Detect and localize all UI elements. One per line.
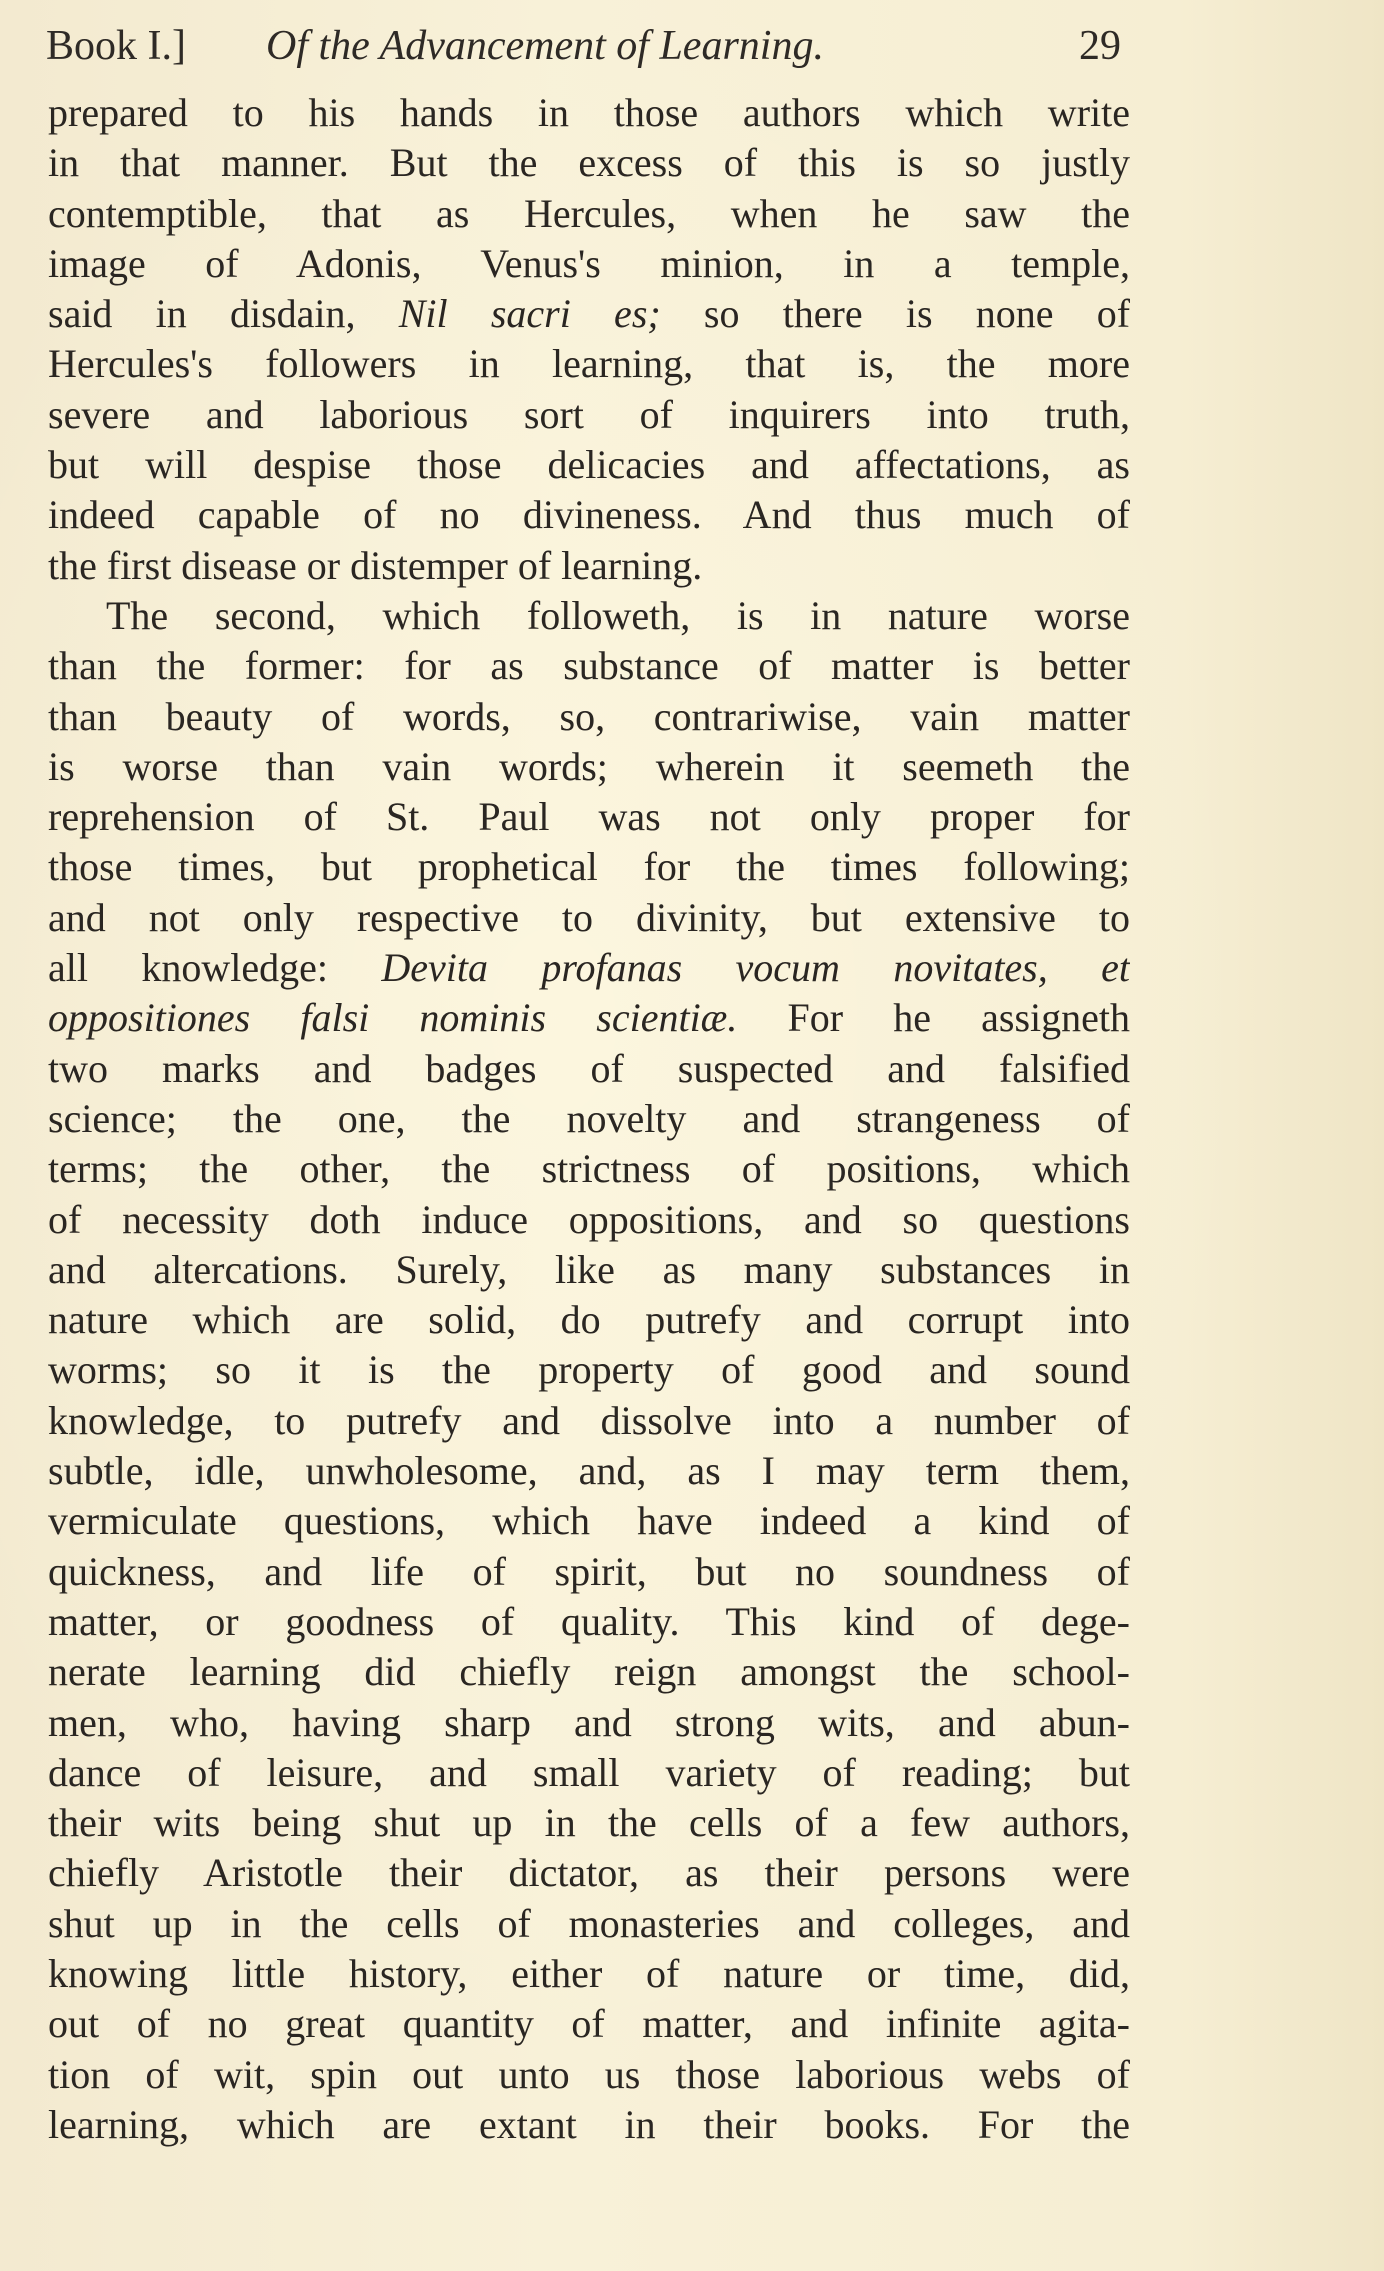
latin-quote: Devita profanas vocum novitates, et [381, 945, 1130, 991]
text-line [48, 943, 1130, 993]
text-line: chiefly Aristotle their dictator, as their persons were [48, 1850, 1130, 1896]
text-line: knowledge, to putrefy and dissolve into a number of [48, 1397, 1130, 1443]
text-line: and altercations. Surely, like as many substances in [48, 1246, 1130, 1292]
text-run: said in disdain, [48, 291, 399, 337]
text-line: those times, but prophetical for the times following; [48, 844, 1130, 890]
text-line: shut up in the cells of monasteries and colleges, and [48, 1900, 1130, 1946]
text-line: prepared to his hands in those authors which write [48, 90, 1130, 135]
page-number: 29 [1079, 23, 1121, 69]
text-line: in that manner. But the excess of this is so justly [48, 140, 1130, 186]
text-line: Hercules's followers in learning, that is, the more [48, 341, 1130, 387]
text-line: men, who, having sharp and strong wits, and abun- [48, 1699, 1130, 1745]
text-line [48, 993, 1130, 1043]
text-line: of necessity doth induce oppositions, and so questions [48, 1196, 1130, 1242]
text-run: For he assigneth [737, 995, 1130, 1041]
text-line: reprehension of St. Paul was not only proper for [48, 794, 1130, 840]
latin-quote: Nil sacri es; [398, 291, 661, 337]
text-line: than beauty of words, so, contrariwise, vain matter [48, 693, 1130, 739]
text-line: and not only respective to divinity, but extensive to [48, 894, 1130, 940]
text-line: subtle, idle, unwholesome, and, as I may term them, [48, 1448, 1130, 1494]
text-line: knowing little history, either of nature or time, did, [48, 1950, 1130, 1996]
text-line: out of no great quantity of matter, and infinite agita- [48, 2001, 1130, 2047]
text-line: tion of wit, spin out unto us those laborious webs of [48, 2051, 1130, 2097]
text-line: nature which are solid, do putrefy and corrupt into [48, 1297, 1130, 1343]
text-line: severe and laborious sort of inquirers into truth, [48, 391, 1130, 437]
text-line: science; the one, the novelty and strangeness of [48, 1095, 1130, 1141]
text-run: all knowledge: [48, 945, 382, 991]
text-line: their wits being shut up in the cells of a few authors, [48, 1800, 1130, 1846]
text-line: nerate learning did chiefly reign amongst the school- [48, 1649, 1130, 1695]
text-line: two marks and badges of suspected and falsified [48, 1045, 1130, 1091]
text-line: is worse than vain words; wherein it seemeth the [48, 743, 1130, 789]
text-line: worms; so it is the property of good and sound [48, 1347, 1130, 1393]
text-line: the first disease or distemper of learning. [48, 542, 703, 588]
text-line: terms; the other, the strictness of positions, which [48, 1146, 1130, 1192]
text-line: learning, which are extant in their books. For the [48, 2101, 1130, 2147]
running-header [46, 16, 1121, 76]
text-line: indeed capable of no divineness. And thus much of [48, 492, 1130, 538]
text-line [48, 289, 1130, 339]
text-line: image of Adonis, Venus's minion, in a temple, [48, 240, 1130, 286]
text-run: so there is none of [660, 291, 1130, 337]
text-line: contemptible, that as Hercules, when he saw the [48, 190, 1130, 236]
latin-quote: oppositiones falsi nominis scientiæ. [48, 995, 738, 1041]
text-line: than the former: for as substance of matter is better [48, 643, 1130, 689]
text-line: vermiculate questions, which have indeed a kind of [48, 1498, 1130, 1544]
body-text [48, 88, 1130, 2150]
text-line: but will despise those delicacies and affectations, as [48, 442, 1130, 488]
text-line: The second, which followeth, is in nature worse [106, 592, 1130, 638]
text-line: dance of leisure, and small variety of reading; but [48, 1749, 1130, 1795]
text-line: quickness, and life of spirit, but no soundness of [48, 1548, 1130, 1594]
book-label: Book I.] [46, 23, 186, 69]
chapter-title: Of the Advancement of Learning. [266, 23, 824, 69]
text-line: matter, or goodness of quality. This kind of dege- [48, 1598, 1130, 1644]
